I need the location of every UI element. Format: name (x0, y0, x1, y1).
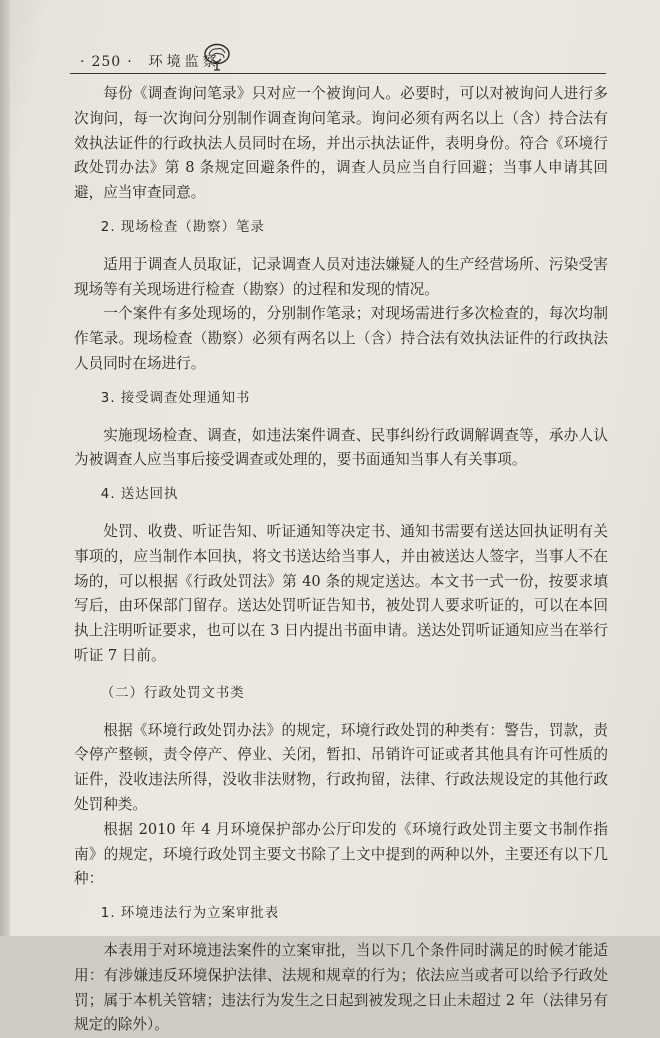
book-title: 环境监察 (148, 54, 221, 70)
tree-icon (202, 42, 232, 72)
heading-delivery-receipt: 4. 送达回执 (100, 487, 179, 503)
paragraph-delivery-receipt: 处罚、收费、听证告知、听证通知等决定书、通知书需要有送达回执证明有关事项的，应当制作本回执，将文书送达给当事人，并由被送达人签字，当事人不在场的，可以根据《行政处罚法》第 40 条的规定送达。本文书一式一份，按要求填写后，由环保部门留存。送达处罚听证告知书，被处罚人要求听证的，可以在本回执上注明听证要求，也可以在 3 日内提出书面申请。送达处罚听证通知应当在举行听证 7 日前。 (74, 522, 608, 664)
heading-investigation-notice: 3. 接受调查处理通知书 (100, 390, 251, 406)
paragraph-penalty-guide: 根据 2010 年 4 月环境保护部办公厅印发的《环境行政处罚主要文书制作指南》的规定，环境行政处罚主要文书除了上文中提到的两种以外，主要还有以下几种： (74, 820, 608, 888)
paragraph-case-approval-form: 本表用于对环境违法案件的立案审批，当以下几个条件同时满足的时候才能适用：有涉嫌违反环境保护法律、法规和规章的行为；依法应当或者可以给予行政处罚；属于本机关管辖；违法行为发生之日起到被发现之日止未超过 2 年（法律另有规定的除外）。 (74, 941, 608, 1034)
heading-site-inspection-record: 2. 现场检查（勘察）笔录 (100, 219, 265, 235)
paragraph-penalty-types: 根据《环境行政处罚办法》的规定，环境行政处罚的种类有：警告，罚款，责令停产整顿，责令停产、停业、关闭，暂扣、吊销许可证或者其他具有许可性质的证件，没收违法所得，没收非法财物，行政拘留，法律、行政法规设定的其他行政处罚种类。 (74, 721, 608, 813)
paragraph-site-inspection-1: 适用于调查人员取证，记录调查人员对违法嫌疑人的生产经营场所、污染受害现场等有关现场进行检查（勘察）的过程和发现的情况。 (74, 255, 608, 298)
header-text: · 250 · 环境监察 (80, 54, 221, 70)
page-header (70, 42, 606, 76)
heading-case-approval-form: 1. 环境违法行为立案审批表 (100, 906, 280, 922)
paragraph-inquiry-record: 每份《调查询问笔录》只对应一个被询问人。必要时，可以对被询问人进行多次询问，每一次询问分别制作调查询问笔录。询问必须有两名以上（含）持合法有效执法证件的行政执法人员同时在场，并出示执法证件，表明身份。符合《环境行政处罚办法》第 8 条规定回避条件的，调查人员应当自行回避；当事人申请其回避，应当审查同意。 (74, 85, 608, 202)
page-number: 250 (91, 54, 122, 70)
book-spine-shadow (0, 0, 10, 936)
page-body (74, 82, 608, 1038)
header-rule (70, 73, 606, 74)
paragraph-investigation-notice: 实施现场检查、调查，如违法案件调查、民事纠纷行政调解调查等，承办人认为被调查人应当事后接受调查或处理的，要书面通知当事人有关事项。 (74, 426, 608, 469)
paragraph-site-inspection-2: 一个案件有多处现场的，分别制作笔录；对现场需进行多次检查的，每次均制作笔录。现场检查（勘察）必须有两名以上（含）持合法有效执法证件的行政执法人员同时在场进行。 (74, 305, 608, 372)
heading-penalty-documents: （二）行政处罚文书类 (100, 685, 245, 701)
